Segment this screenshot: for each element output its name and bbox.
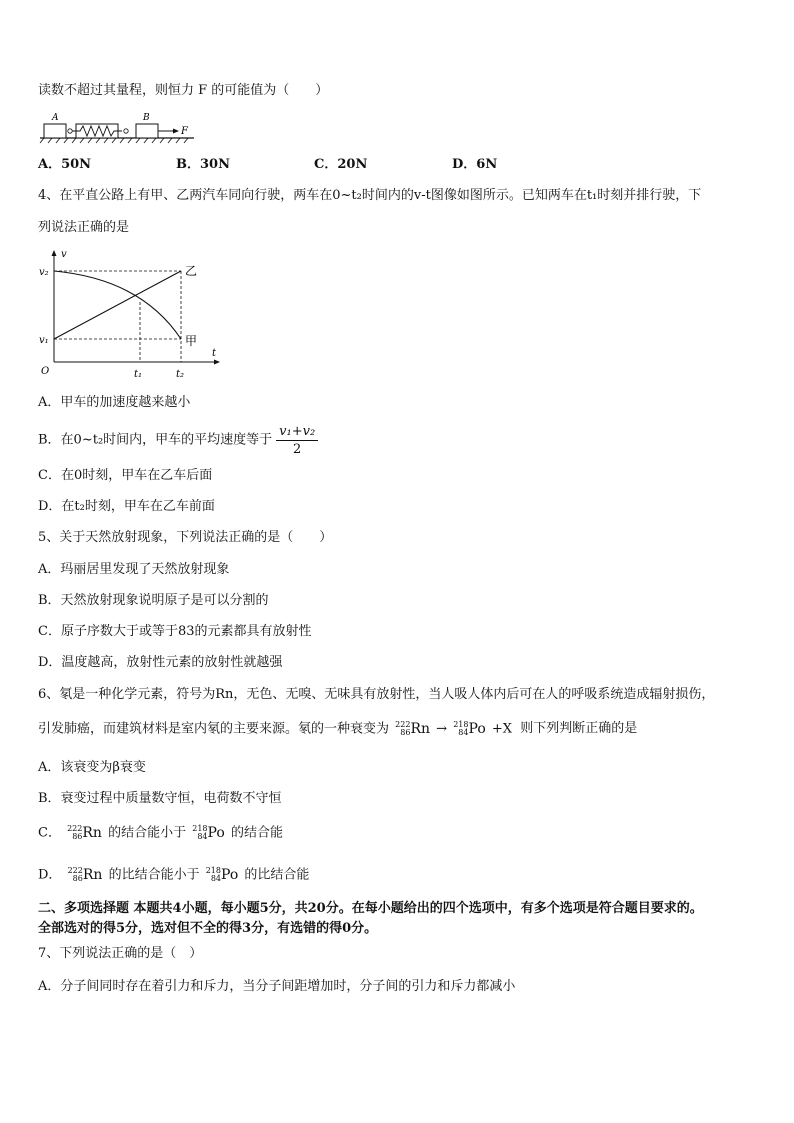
force-label: F — [181, 126, 188, 137]
po-nuclide-c — [192, 824, 225, 843]
rn-symbol: Rn — [82, 825, 102, 841]
po-atomic-number: 84 — [197, 832, 208, 841]
rn-nuclide — [395, 720, 430, 739]
line-yi — [54, 271, 181, 339]
q4-option-d: D．在t₂时刻，甲车在乙车前面 — [38, 499, 215, 514]
rn-symbol: Rn — [82, 867, 103, 883]
q4-vt-graph — [36, 244, 226, 382]
t2-label: t₂ — [176, 369, 185, 380]
q3-stem-tail: 读数不超过其量程，则恒力 F 的可能值为（ ） — [38, 83, 329, 98]
q6-stem-line1: 6、氡是一种化学元素，符号为Rn，无色、无嗅、无味具有放射性，当人吸人体内后可在人的呼吸系统造成辐射损伤， — [38, 687, 715, 702]
q6-option-d-label: D． — [38, 867, 62, 883]
q7-option-a: A．分子间同时存在着引力和斥力，当分子间距增加时，分子间的引力和斥力都减小 — [38, 979, 516, 994]
t-axis-label: t — [212, 348, 217, 359]
q6-stem-line2-text: 引发肺癌，而建筑材料是室内氡的主要来源。氡的一种衰变为 — [38, 721, 390, 737]
q3-option-b: B．30N — [176, 157, 230, 172]
rn-symbol: Rn — [410, 721, 430, 737]
v2-label: v₂ — [39, 267, 49, 278]
q4-option-b-text: B．在0~t₂时间内，甲车的平均速度等于 — [38, 432, 273, 448]
v-axis-label: v — [61, 249, 67, 260]
rn-mass-number: 222 — [67, 824, 83, 833]
po-atomic-number: 84 — [210, 874, 221, 883]
po-mass-number: 218 — [192, 824, 208, 833]
q4-option-c: C．在0时刻，甲车在乙车后面 — [38, 468, 213, 483]
q6-option-d — [38, 866, 309, 885]
q4-stem-line2: 列说法正确的是 — [38, 220, 130, 235]
block-a — [44, 124, 66, 138]
q3-option-a: A．50N — [38, 157, 92, 172]
rn-atomic-number: 86 — [72, 832, 83, 841]
average-velocity-fraction — [276, 423, 318, 458]
po-symbol: Po — [468, 721, 486, 737]
block-b-label: B — [143, 113, 150, 123]
rn-mass-number: 222 — [395, 720, 411, 729]
po-mass-number: 218 — [205, 866, 221, 875]
po-symbol: Po — [221, 867, 239, 883]
q6-option-d-end: 的比结合能 — [244, 867, 310, 883]
block-b — [136, 124, 158, 138]
rn-nuclide-c — [67, 824, 102, 843]
q4-stem-line1: 4、在平直公路上有甲、乙两汽车同向行驶，两车在0~t₂时间内的v-t图像如图所示。已知两车在t₁时刻并排行驶，下 — [38, 188, 702, 203]
q6-option-c-end: 的结合能 — [230, 825, 283, 841]
q3-option-c: C．20N — [314, 157, 368, 172]
q6-option-b: B．衰变过程中质量数守恒，电荷数不守恒 — [38, 791, 282, 806]
fraction-numerator: v₁+v₂ — [276, 423, 318, 441]
q4-option-a: A．甲车的加速度越来越小 — [38, 395, 191, 410]
q6-option-d-mid: 的比结合能小于 — [108, 867, 200, 883]
q3-option-d: D．6N — [452, 157, 498, 172]
q6-option-a: A．该衰变为β衰变 — [38, 760, 146, 775]
po-atomic-number: 84 — [458, 728, 469, 737]
rn-nuclide-d — [68, 866, 103, 885]
q5-option-c: C．原子序数大于或等于83的元素都具有放射性 — [38, 624, 312, 639]
q3-spring-figure — [38, 110, 198, 144]
fraction-denominator: 2 — [293, 442, 302, 457]
q5-option-b: B．天然放射现象说明原子是可以分割的 — [38, 593, 269, 608]
section2-heading-line1: 二、多项选择题 本题共4小题，每小题5分，共20分。在每小题给出的四个选项中，有多个选项是符合题目要求的。 — [38, 901, 703, 916]
plus-x: +X — [491, 721, 513, 737]
po-nuclide-d — [206, 866, 239, 885]
t1-label: t₁ — [134, 369, 143, 380]
q6-stem-line2-end: 则下列判断正确的是 — [520, 721, 638, 737]
q6-option-c-label: C． — [38, 825, 61, 841]
po-nuclide — [453, 720, 486, 739]
origin-label: O — [41, 366, 50, 377]
car-jia-label: 甲 — [185, 334, 198, 348]
q5-stem: 5、关于天然放射现象，下列说法正确的是（ ） — [38, 530, 333, 545]
rn-atomic-number: 86 — [400, 728, 411, 737]
rn-mass-number: 222 — [67, 866, 83, 875]
po-symbol: Po — [207, 825, 225, 841]
q5-option-a: A．玛丽居里发现了天然放射现象 — [38, 562, 230, 577]
q6-option-c-mid: 的结合能小于 — [108, 825, 187, 841]
rn-atomic-number: 86 — [72, 874, 83, 883]
decay-arrow: → — [436, 721, 448, 737]
q7-stem: 7、下列说法正确的是（ ） — [38, 946, 203, 961]
q6-stem-line2 — [38, 720, 637, 739]
q6-option-c — [38, 824, 283, 843]
section2-heading-line2: 全部选对的得5分，选对但不全的得3分，有选错的得0分。 — [38, 921, 378, 936]
block-a-label: A — [52, 113, 59, 123]
q4-option-b — [38, 423, 318, 458]
v1-label: v₁ — [39, 335, 49, 346]
car-yi-label: 乙 — [185, 264, 198, 278]
q5-option-d: D．温度越高，放射性元素的放射性就越强 — [38, 655, 283, 670]
po-mass-number: 218 — [453, 720, 469, 729]
